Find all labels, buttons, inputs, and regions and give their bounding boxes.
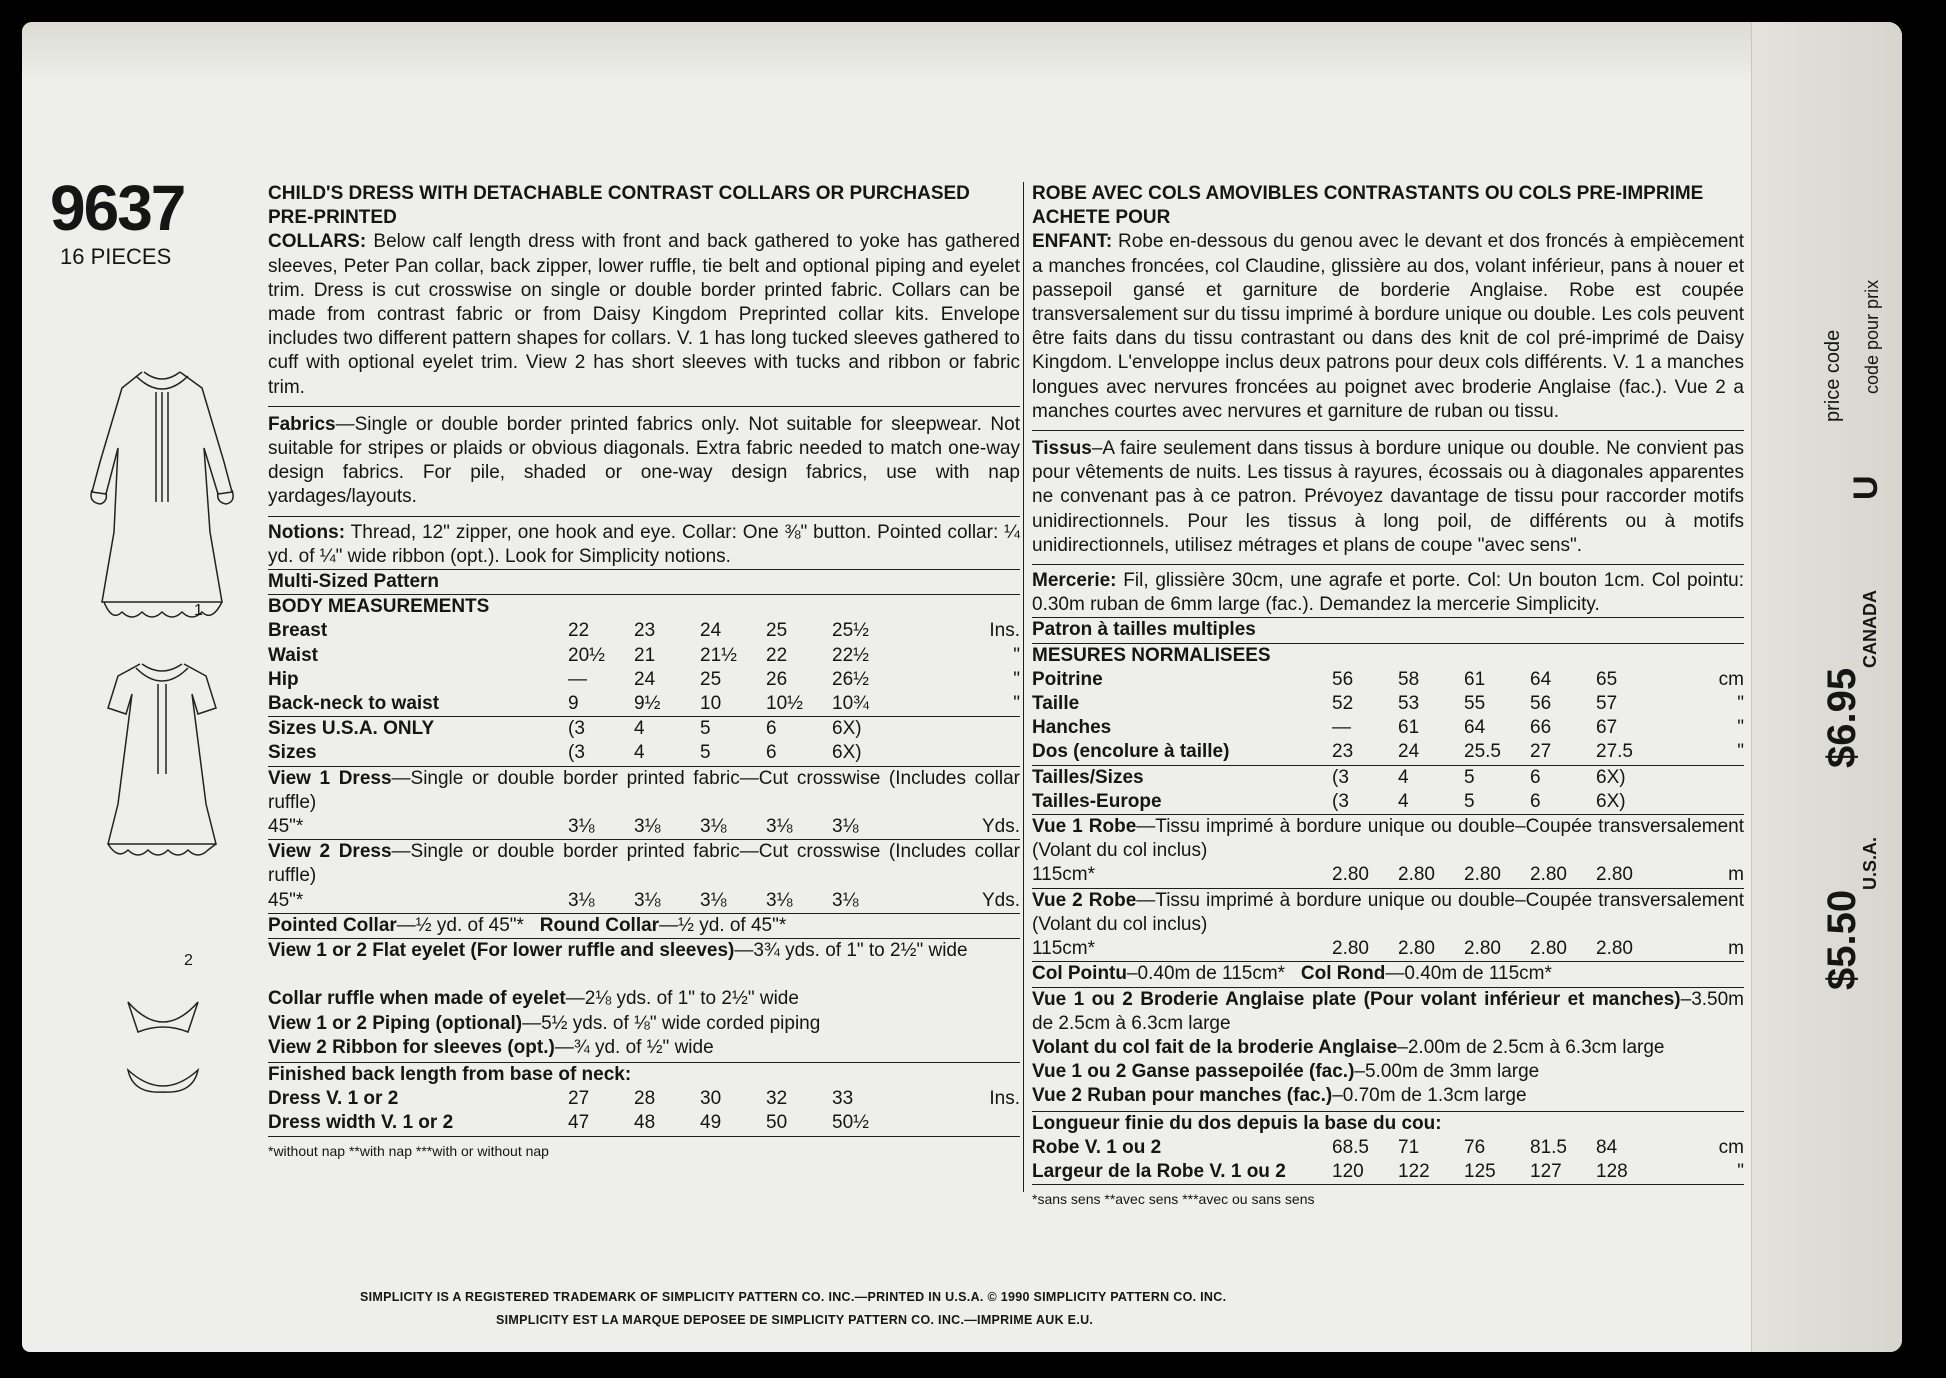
- mesure-value: 65: [1596, 668, 1618, 690]
- measurement-unit: ": [1013, 644, 1020, 666]
- english-footnote: *without nap **with nap ***with or without nap: [268, 1142, 549, 1159]
- finished-length-value: 50: [766, 1112, 788, 1134]
- measurement-label: Breast: [268, 620, 328, 642]
- french-column: [1032, 182, 1744, 1209]
- longueur-finie-unit: cm: [1718, 1136, 1744, 1158]
- mesure-value: 27.5: [1596, 741, 1633, 763]
- longueur-finie-value: 125: [1464, 1160, 1496, 1182]
- mesure-unit: ": [1737, 693, 1744, 715]
- mesure-row: [1032, 740, 1744, 764]
- french-finished: Longueur finie du dos depuis la base du cou: Robe V. 1 ou 2 68.5 71 76 81.5 84 cm Largeur de la Robe V. 1 ou 2 120 122 125 127 128 ": [1032, 1112, 1744, 1186]
- measurement-value: —: [568, 668, 587, 690]
- measurement-row: [268, 668, 1020, 692]
- trademark-line-fr: SIMPLICITY EST LA MARQUE DEPOSEE DE SIMPLICITY PATTERN CO. INC.—IMPRIME AUK E.U.: [496, 1313, 1094, 1327]
- measurement-value: 10½: [766, 693, 803, 715]
- longueur-finie-label: Robe V. 1 ou 2: [1032, 1136, 1162, 1158]
- longueur-finie-value: 84: [1596, 1136, 1618, 1158]
- finished-length-value: 27: [568, 1088, 590, 1110]
- longueur-finie-row: [1032, 1136, 1744, 1160]
- view1-dress-icon: [52, 352, 272, 652]
- price-code-letter: U: [1847, 475, 1885, 500]
- sizes-row: Sizes (3 4 5 6 6X): [268, 742, 862, 764]
- french-description: ROBE AVEC COLS AMOVIBLES CONTRASTANTS OU COLS PRE-IMPRIME ACHETE POUR ENFANT: Robe en-dessous du genou avec le devant et dos froncés à empiècement a manches froncées, col Claudine, glissière au dos, volant inférieur, pans à nouer et passepoil gansé et garniture de borderie Anglaise. Robe est coupée transversalement sur du tissu imprimé à bordure unique ou double. Les cols peuvent être faits dans du tissu contrastant ou dans des knit de col pré-imprimé de Daisy Kingdom. L'enveloppe inclus deux patrons pour deux cols différents. V. 1 a manches longues avec nervures froncées au poignet avec broderie Anglaise (fac.). Vue 2 a manches courtes avec nervures et garniture de ruban ou tissu.: [1032, 182, 1744, 431]
- measurement-label: Waist: [268, 644, 318, 666]
- view1-label: 1: [194, 602, 203, 619]
- usa-price: $5.50: [1820, 889, 1864, 990]
- mesure-unit: ": [1737, 717, 1744, 739]
- finished-length-value: 50½: [832, 1112, 869, 1134]
- english-title: CHILD'S DRESS WITH DETACHABLE CONTRAST COLLARS OR PURCHASED PRE-PRINTED: [268, 183, 970, 229]
- measurement-value: 24: [700, 620, 722, 642]
- mesure-unit: cm: [1718, 668, 1744, 690]
- mesure-label: Taille: [1032, 693, 1080, 715]
- mesure-value: 53: [1398, 693, 1420, 715]
- price-code-label-fr: code pour prix: [1862, 279, 1882, 394]
- english-body-measurements: BODY MEASUREMENTS Breast 22 23 24 25 25½ Ins. Waist 20½ 21 21½ 22 22½ " Hip — 24 25 26 26½ " Back-neck to waist 9 9½ 10 10½ 10¾ ": [268, 595, 1020, 717]
- french-mercerie: Mercerie: Fil, glissière 30cm, une agrafe et porte. Col: Un bouton 1cm. Col pointu: 0.30m ruban de 6mm large (fac.). Demandez la mercerie Simplicity.: [1032, 565, 1744, 618]
- longueur-finie-unit: ": [1737, 1160, 1744, 1182]
- mesure-row: [1032, 692, 1744, 716]
- pieces-count: 16 PIECES: [60, 244, 172, 269]
- longueur-finie-value: 120: [1332, 1160, 1364, 1182]
- measurement-unit: ": [1013, 668, 1020, 690]
- french-trims: Vue 1 ou 2 Broderie Anglaise plate (Pour volant inférieur et manches)–3.50m de 2.5cm à 6.3cm large Volant du col fait de la broderie Anglaise–2.00m de 2.5cm à 6.3cm large Vue 1 ou 2 Ganse passepoilée (fac.)–5.00m de 3mm large Vue 2 Ruban pour manches (fac.)–0.70m de 1.3cm large: [1032, 988, 1744, 1112]
- finished-length-value: 48: [634, 1112, 656, 1134]
- english-description: [268, 182, 1020, 407]
- french-tissus: Tissus–A faire seulement dans tissus à bordure unique ou double. Ne convient pas pour vêtements de nuits. Les tissus à rayures, écossais ou à diagonales apparentes ne convenant pas à ce patron. Prévoyez davantage de tissu pour raccorder motifs unidirectionnels. Pour les tissus à long poil, de différents ou à motifs unidirectionnels, utilisez métrages et plans de coupe "avec sens".: [1032, 431, 1744, 565]
- measurement-row: [268, 692, 1020, 716]
- french-footnote: *sans sens **avec sens ***avec ou sans sens: [1032, 1191, 1315, 1208]
- finished-length-unit: Ins.: [989, 1088, 1020, 1110]
- measurement-value: 25: [700, 668, 722, 690]
- mesure-label: Hanches: [1032, 717, 1112, 739]
- finished-length-label: Dress V. 1 or 2: [268, 1088, 399, 1110]
- measurement-label: Back-neck to waist: [268, 693, 440, 715]
- measurement-value: 10: [700, 693, 722, 715]
- mesure-value: 24: [1398, 741, 1420, 763]
- measurement-value: 10¾: [832, 693, 869, 715]
- measurement-value: 24: [634, 668, 656, 690]
- measurement-value: 20½: [568, 644, 605, 666]
- english-desc: Below calf length dress with front and back gathered to yoke has gathered sleeves, Peter Pan collar, back zipper, lower ruffle, tie belt and optional piping and eyelet trim. Dress is cut crosswise on single or double border printed fabric. Collars can be made from contrast fabric or from Daisy Kingdom Preprinted collar kits. Envelope includes two different pattern shapes for collars. V. 1 has long tucked sleeves gathered to cuff with optional eyelet trim. View 2 has short sleeves with tucks and ribbon or fabric trim.: [268, 231, 1020, 398]
- dress-illustrations: [52, 352, 272, 969]
- mesure-value: 61: [1464, 668, 1486, 690]
- mesure-value: 64: [1530, 668, 1552, 690]
- french-collars: Col Pointu–0.40m de 115cm* Col Rond—0.40m de 115cm*: [1032, 962, 1744, 987]
- english-sizes: [268, 717, 1020, 766]
- measurement-value: 26: [766, 668, 788, 690]
- finished-length-row: [268, 1111, 1020, 1135]
- english-multi-sized: Multi-Sized Pattern: [268, 570, 1020, 595]
- mesure-value: 57: [1596, 693, 1618, 715]
- measurement-value: 9: [568, 693, 579, 715]
- english-collars: Pointed Collar—½ yd. of 45"* Round Collar—½ yd. of 45"*: [268, 914, 1020, 939]
- measurement-label: Hip: [268, 668, 299, 690]
- usa-label: U.S.A.: [1860, 836, 1880, 890]
- measurement-value: 25: [766, 620, 788, 642]
- french-view1: Vue 1 Robe—Tissu imprimé à bordure unique ou double–Coupée transversalement (Volant du col inclus) 115cm* 2.80 2.80 2.80 2.80 2.80 m: [1032, 815, 1744, 889]
- finished-length-row: [268, 1087, 1020, 1111]
- mesure-value: 56: [1530, 693, 1552, 715]
- mesure-label: Poitrine: [1032, 668, 1103, 690]
- envelope-fold: [22, 22, 1902, 82]
- canada-label: CANADA: [1860, 590, 1880, 668]
- measurement-value: 9½: [634, 693, 661, 715]
- mesure-value: 61: [1398, 717, 1420, 739]
- mesure-value: 64: [1464, 717, 1486, 739]
- finished-length-value: 30: [700, 1088, 722, 1110]
- french-view2: Vue 2 Robe—Tissu imprimé à bordure unique ou double–Coupée transversalement (Volant du col inclus) 115cm* 2.80 2.80 2.80 2.80 2.80 m: [1032, 889, 1744, 963]
- mesure-value: 52: [1332, 693, 1354, 715]
- mesure-value: —: [1332, 717, 1351, 739]
- finished-length-value: 47: [568, 1112, 590, 1134]
- view2-label: 2: [184, 952, 193, 969]
- price-code-label-en: price code: [1822, 329, 1844, 422]
- mesure-value: 27: [1530, 741, 1552, 763]
- longueur-finie-value: 127: [1530, 1160, 1562, 1182]
- measurement-value: 23: [634, 620, 656, 642]
- finished-length-value: 49: [700, 1112, 722, 1134]
- english-finished: Finished back length from base of neck: Dress V. 1 or 2 27 28 30 32 33 Ins. Dress width V. 1 or 2 47 48 49 50 50½: [268, 1063, 1020, 1137]
- measurement-value: 21½: [700, 644, 737, 666]
- envelope-back: [22, 22, 1902, 1352]
- english-fabrics: Fabrics—Single or double border printed fabrics only. Not suitable for sleepwear. Not suitable for stripes or plaids or obvious diagonals. Extra fabric needed to match one-way design fabrics. For pile, shaded or one-way design fabrics, use with nap yardages/layouts.: [268, 407, 1020, 517]
- mesure-value: 66: [1530, 717, 1552, 739]
- english-column: [268, 182, 1020, 1161]
- french-body-measurements: MESURES NORMALISEES Poitrine 56 58 61 64 65 cm Taille 52 53 55 56 57 " Hanches — 61 64 66 67 " Dos (encolure à taille) 23 24 25.5 27 27.5 ": [1032, 644, 1744, 766]
- mesure-unit: ": [1737, 741, 1744, 763]
- finished-length-unit: [932, 1111, 1020, 1135]
- french-multi-sized: Patron à tailles multiples: [1032, 618, 1744, 643]
- english-trims: View 1 or 2 Flat eyelet (For lower ruffle and sleeves)—3¾ yds. of 1" to 2½" wide Collar ruffle when made of eyelet—2⅛ yds. of 1" to 2½" wide View 1 or 2 Piping (optional)—5½ yds. of ⅛" wide corded piping View 2 Ribbon for sleeves (opt.)—¾ yd. of ½" wide: [268, 939, 1020, 1063]
- measurement-value: 21: [634, 644, 656, 666]
- english-desc-lead: COLLARS:: [268, 231, 367, 253]
- pattern-number: 9637: [50, 172, 185, 244]
- mesure-label: Dos (encolure à taille): [1032, 741, 1230, 763]
- mesure-value: 55: [1464, 693, 1486, 715]
- french-sizes: Tailles/Sizes (3 4 5 6 6X) Tailles-Europe (3 4 5 6 6X): [1032, 766, 1744, 815]
- measurement-row: [268, 619, 1020, 643]
- finished-length-value: 32: [766, 1088, 788, 1110]
- longueur-finie-row: [1032, 1160, 1744, 1184]
- measurement-value: 26½: [832, 668, 869, 690]
- measurement-unit: Ins.: [989, 620, 1020, 642]
- longueur-finie-value: 76: [1464, 1136, 1486, 1158]
- longueur-finie-value: 122: [1398, 1160, 1430, 1182]
- english-measurement-table: [268, 619, 1020, 716]
- mesure-value: 58: [1398, 668, 1420, 690]
- sizes-usa-row: Sizes U.S.A. ONLY (3 4 5 6 6X): [268, 718, 862, 740]
- canada-price: $6.95: [1820, 667, 1864, 768]
- english-notions: Notions: Thread, 12" zipper, one hook and eye. Collar: One ⅜" button. Pointed collar: ¼ yd. of ¼" wide ribbon (opt.). Look for Simplicity notions.: [268, 517, 1020, 570]
- finished-length-label: Dress width V. 1 or 2: [268, 1112, 454, 1134]
- column-divider: [1023, 182, 1024, 1192]
- longueur-finie-value: 71: [1398, 1136, 1420, 1158]
- english-view2: View 2 Dress—Single or double border printed fabric—Cut crosswise (Includes collar ruffle) 45"* 3⅛ 3⅛ 3⅛ 3⅛ 3⅛ Yds.: [268, 840, 1020, 914]
- measurement-row: [268, 644, 1020, 668]
- english-view1: View 1 Dress—Single or double border printed fabric—Cut crosswise (Includes collar ruffle) 45"* 3⅛ 3⅛ 3⅛ 3⅛ 3⅛ Yds.: [268, 767, 1020, 841]
- measurement-value: 22: [766, 644, 788, 666]
- measurement-value: 22½: [832, 644, 869, 666]
- finished-length-value: 33: [832, 1088, 854, 1110]
- longueur-finie-value: 128: [1596, 1160, 1628, 1182]
- measurement-unit: ": [1013, 693, 1020, 715]
- mesure-value: 25.5: [1464, 741, 1501, 763]
- mesure-row: [1032, 668, 1744, 692]
- longueur-finie-label: Largeur de la Robe V. 1 ou 2: [1032, 1160, 1286, 1182]
- finished-length-value: 28: [634, 1088, 656, 1110]
- trademark-line-en: SIMPLICITY IS A REGISTERED TRADEMARK OF SIMPLICITY PATTERN CO. INC.—PRINTED IN U.S.A. © 1990 SIMPLICITY PATTERN CO. INC.: [360, 1290, 1227, 1304]
- mesure-value: 56: [1332, 668, 1354, 690]
- collar-icon: [118, 982, 208, 1112]
- mesure-row: [1032, 716, 1744, 740]
- measurement-value: 25½: [832, 620, 869, 642]
- longueur-finie-value: 81.5: [1530, 1136, 1567, 1158]
- mesure-value: 23: [1332, 741, 1354, 763]
- view2-dress-icon: [52, 654, 272, 884]
- measurement-value: 22: [568, 620, 590, 642]
- longueur-finie-value: 68.5: [1332, 1136, 1369, 1158]
- mesure-value: 67: [1596, 717, 1618, 739]
